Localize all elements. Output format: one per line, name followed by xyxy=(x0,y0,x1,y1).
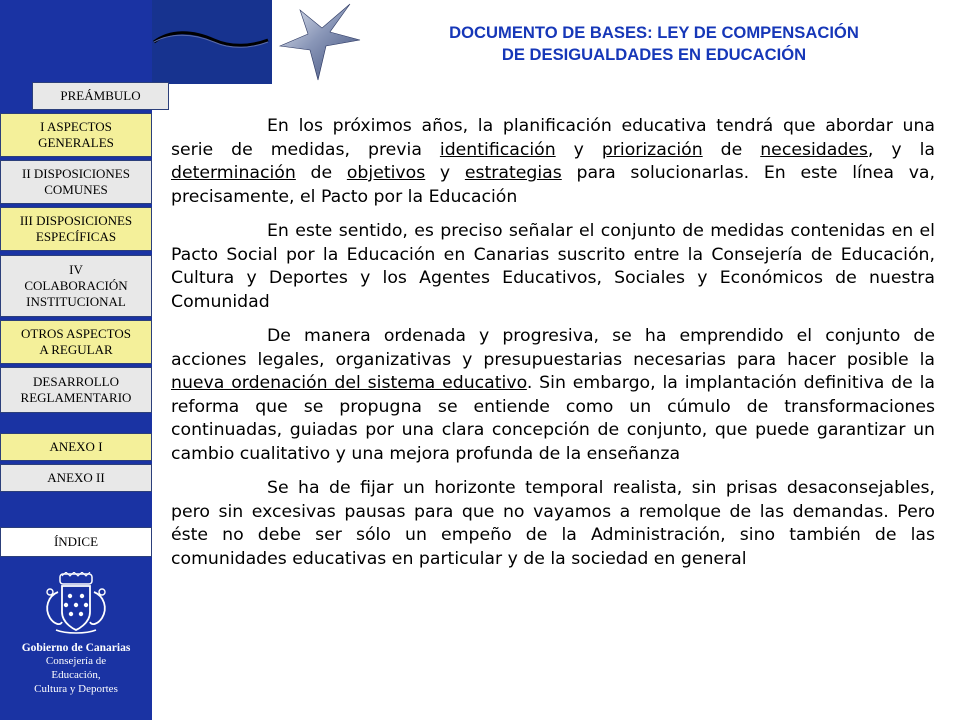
link-priorizacion[interactable]: priorización xyxy=(601,139,703,160)
p1-text: En los próximos años, la planificación educativa tendrá que abordar una serie de medidas, previa xyxy=(171,116,935,160)
link-objetivos[interactable]: objetivos xyxy=(346,163,426,183)
paragraph-4: Se ha de fijar un horizonte temporal realista, sin prisas desaconsejables, pero sin excesivas pausas para que no vayamos a remolque de las demandas. Pero éste no debe ser sólo un empeño de la Administración, sino también de las comunidades educativas en particular y de la sociedad en general xyxy=(171,478,935,569)
link-nueva-ordenacion[interactable]: nueva ordenación del sistema educativo xyxy=(171,373,527,393)
title-line-1: DOCUMENTO DE BASES: LEY DE COMPENSACIÓN xyxy=(449,23,859,42)
logo-organization: Gobierno de Canarias xyxy=(21,642,131,654)
paragraph-3 xyxy=(171,325,935,466)
p1-text: de xyxy=(702,139,761,160)
p1-text: y xyxy=(555,139,602,160)
paragraph-2: En este sentido, es preciso señalar el conjunto de medidas contenidas en el Pacto Social por la Educación en Canarias suscrito entre la Consejería de Educación, Cultura y Deportes y los Agentes Educativos, Sociales y Económicos de nuestra Comunidad xyxy=(171,221,935,312)
nav-disposiciones-comunes-button[interactable]: II DISPOSICIONES COMUNES xyxy=(0,160,152,204)
paragraph-1 xyxy=(171,115,935,209)
logo-department-line-1: Consejería de Educación, xyxy=(45,655,107,681)
wave-icon xyxy=(152,0,272,84)
link-estrategias[interactable]: estrategias xyxy=(464,163,562,183)
government-logo xyxy=(20,572,132,696)
p1-text: de xyxy=(295,163,347,183)
nav-aspectos-generales-button[interactable]: I ASPECTOS GENERALES xyxy=(0,113,152,157)
nav-colaboracion-institucional-button[interactable]: IV COLABORACIÓN INSTITUCIONAL xyxy=(0,255,152,317)
p3-text: . Sin embargo, la implantación definitiva de la reforma que se propugna se entiende como un cúmulo de transformaciones continuadas, guiadas por una clara concepción de conjunto, que puede garantizar un cambio cualitativo y una mejora profunda de la enseñanza xyxy=(171,373,935,464)
nav-anexo-1-button[interactable]: ANEXO I xyxy=(0,433,152,461)
coat-of-arms-icon xyxy=(36,572,116,636)
nav-anexo-2-button[interactable]: ANEXO II xyxy=(0,464,152,492)
document-body xyxy=(171,115,935,582)
p1-text: y xyxy=(425,163,465,183)
nav-otros-aspectos-button[interactable]: OTROS ASPECTOS A REGULAR xyxy=(0,320,152,364)
link-identificacion[interactable]: identificación xyxy=(439,139,556,160)
nav-desarrollo-reglamentario-button[interactable]: DESARROLLO REGLAMENTARIO xyxy=(0,367,152,413)
page-title xyxy=(368,22,940,66)
nav-preambulo-button[interactable]: PREÁMBULO xyxy=(32,82,169,110)
p3-text: De manera ordenada y progresiva, se ha emprendido el conjunto de acciones legales, organizativas y presupuestarias necesarias para hacer posible la xyxy=(171,326,935,370)
nav-disposiciones-especificas-button[interactable]: III DISPOSICIONES ESPECÍFICAS xyxy=(0,207,152,251)
logo-department-line-2: Cultura y Deportes xyxy=(34,683,118,695)
nav-indice-button[interactable]: ÍNDICE xyxy=(0,527,152,557)
title-line-2: DE DESIGUALDADES EN EDUCACIÓN xyxy=(501,45,807,64)
star-icon xyxy=(272,0,368,84)
p1-text: , y la xyxy=(867,139,935,160)
link-determinacion[interactable]: determinación xyxy=(171,163,296,183)
link-necesidades[interactable]: necesidades xyxy=(760,139,868,160)
p1-text: para solucionarlas. En este línea va, precisamente, el Pacto por la Educación xyxy=(171,163,936,207)
